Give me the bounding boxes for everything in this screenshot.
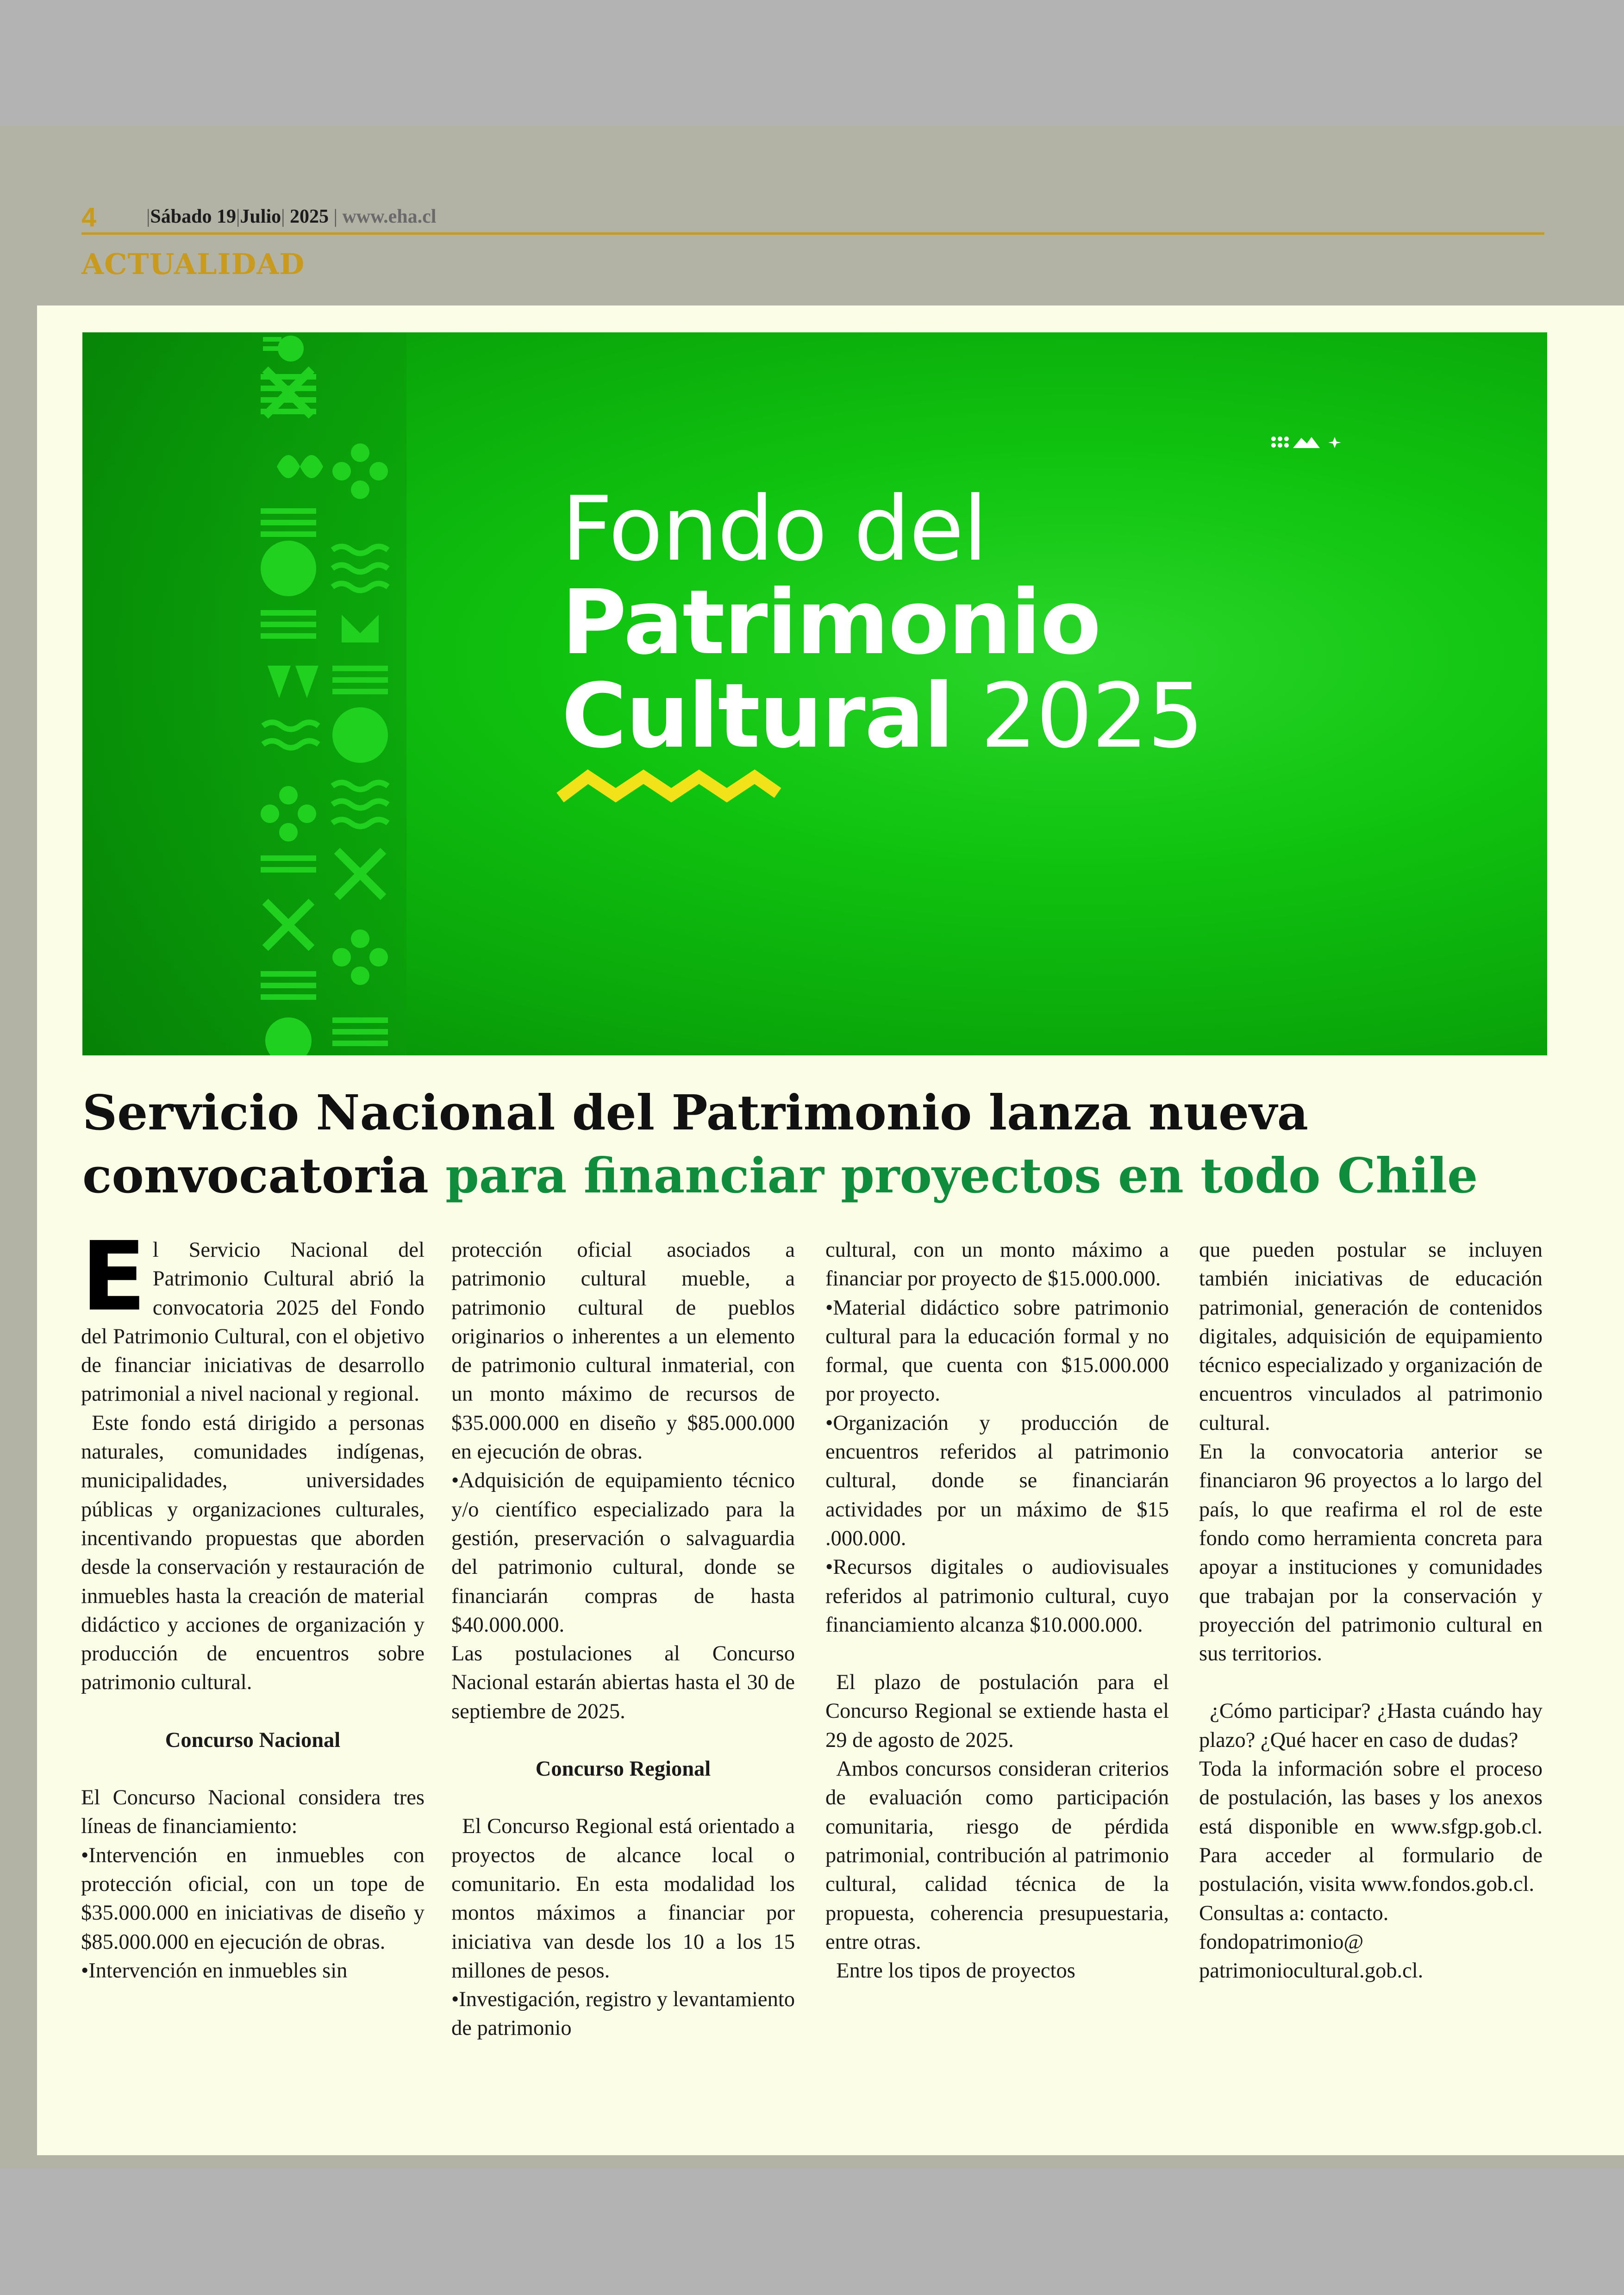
header-rule <box>81 232 1544 235</box>
banner-image <box>82 332 1547 1055</box>
bullet-item: •Investigación, registro y levantamiento de patrimonio <box>451 1988 795 2040</box>
banner-title <box>562 478 1203 768</box>
bullet-item: •Material didáctico sobre patrimonio cultural para la educación formal y no formal, que cuenta con $15.000.000 por proyecto. <box>825 1296 1169 1406</box>
spacer <box>825 1640 1169 1668</box>
banner-line-3-bold: Cultural <box>562 665 953 768</box>
article-column-4 <box>1199 1236 1543 1985</box>
article-area <box>37 306 1624 2155</box>
paragraph: El Concurso Regional está orientado a proyectos de alcance local o comunitario. En esta modalidad los montos máximos a financiar por iniciativa van desde los 10 a los 15 millones de pesos. <box>451 1815 795 1983</box>
paragraph: l Servicio Nacional del Patrimonio Cultural abrió la convocatoria 2025 del Fondo del Patrimonio Cultural, con el objetivo de financiar iniciativas de desarrollo patrimonial a nivel nacional y regional. <box>81 1238 425 1406</box>
bullet-item: •Organización y producción de encuentros referidos al patrimonio cultural, donde se financiarán actividades por un máximo de $15 .000.000. <box>825 1411 1169 1550</box>
article-column-2 <box>451 1236 795 2043</box>
subheading-nacional: Concurso Nacional <box>165 1728 341 1752</box>
date-day: Sábado 19 <box>150 206 236 227</box>
spacer <box>1199 1668 1543 1697</box>
bullet-item: •Adquisición de equipamiento técnico y/o científico especializado para la gestión, preservación o salvaguardia del patrimonio cultural, donde se financiarán compras de hasta $40.000.000. <box>451 1469 795 1637</box>
paragraph: ¿Cómo participar? ¿Hasta cuándo hay plazo? ¿Qué hacer en caso de dudas? <box>1199 1699 1543 1752</box>
paragraph: Ambos concursos consideran criterios de evaluación como participación comunitaria, riesgo de pérdida patrimonial, contribución al patrimonio cultural, calidad técnica de la propuesta, coherencia presupuestaria, entre otras. <box>825 1757 1169 1954</box>
paragraph: Entre los tipos de proyectos <box>836 1959 1075 1983</box>
paragraph: El plazo de postulación para el Concurso Regional se extiende hasta el 29 de agosto de 2025. <box>825 1671 1169 1752</box>
paragraph: protección oficial asociados a patrimonio cultural mueble, a patrimonio cultural de pueblos originarios o inherentes a un elemento de patrimonio cultural inmaterial, con un monto máximo de recursos de $35.000.000 en diseño y $85.000.000 en ejecución de obras. <box>451 1238 795 1464</box>
paragraph: cultural, con un monto máximo a financiar por proyecto de $15.000.000. <box>825 1238 1169 1291</box>
bullet-item: •Intervención en inmuebles sin <box>81 1958 348 1983</box>
contact-email-part: fondopatrimonio@ <box>1199 1930 1364 1954</box>
paragraph: En la convocatoria anterior se financiaron 96 proyectos a lo largo del país, lo que reafirma el rol de este fondo como herramienta concreta para apoyar a instituciones y comunidades que trabajan por la conservación y proyección del patrimonio cultural en sus territorios. <box>1199 1440 1543 1666</box>
article-column-1 <box>81 1221 425 1985</box>
zigzag-icon <box>556 765 782 807</box>
paragraph: Las postulaciones al Concurso Nacional estarán abiertas hasta el 30 de septiembre de 2025. <box>451 1642 795 1723</box>
banner-line-1: Fondo del <box>562 478 987 581</box>
bullet-item: •Intervención en inmuebles con protección oficial, con un tope de $35.000.000 en iniciativas de diseño y $85.000.000 en ejecución de obras. <box>81 1843 425 1954</box>
ministry-logo-icon <box>1270 433 1349 452</box>
section-label: ACTUALIDAD <box>81 247 305 281</box>
headline-green: para financiar proyectos en todo Chile <box>445 1147 1478 1204</box>
drop-cap: E <box>81 1221 146 1332</box>
page-number: 4 <box>81 202 97 232</box>
date-line: |Sábado 19|Julio| 2025 | www.eha.cl <box>146 206 437 227</box>
website-link[interactable]: www.eha.cl <box>342 206 437 227</box>
bullet-item: •Recursos digitales o audiovisuales referidos al patrimonio cultural, cuyo financiamiento alcanza $10.000.000. <box>825 1555 1169 1637</box>
paragraph: que pueden postular se incluyen también iniciativas de educación patrimonial, generación de contenidos digitales, adquisición de equipamiento técnico especializado y organización de encuentros vinculados al patrimonio cultural. <box>1199 1238 1543 1435</box>
banner-year: 2025 <box>980 665 1203 768</box>
headline-black: Servicio Nacional del Patrimonio lanza nueva convocatoria <box>82 1084 1308 1204</box>
date-month: Julio <box>240 206 281 227</box>
article-headline <box>82 1081 1564 1207</box>
page-header <box>81 202 1544 234</box>
subheading-regional: Concurso Regional <box>535 1757 711 1781</box>
banner-line-2: Patrimonio <box>562 571 1100 674</box>
paragraph: Este fondo está dirigido a personas naturales, comunidades indígenas, municipalidades, universidades públicas y organizaciones culturales, incentivando propuestas que aborden desde la conservación y restauración de inmuebles hasta la creación de material didáctico y acciones de organización y producción de encuentros sobre patrimonio cultural. <box>81 1411 425 1695</box>
paragraph: Toda la información sobre el proceso de postulación, las bases y los anexos está disponible en www.sfgp.gob.cl. Para acceder al formulario de postulación, visita www.fondos.gob.cl. <box>1199 1757 1543 1896</box>
banner-line-3 <box>562 665 1203 768</box>
contact-line: Consultas a: contacto. <box>1199 1901 1389 1925</box>
article-column-3 <box>825 1236 1169 1985</box>
date-year: 2025 <box>290 206 329 227</box>
paragraph: El Concurso Nacional considera tres líneas de financiamiento: <box>81 1786 425 1839</box>
pattern-strip-icon <box>82 332 406 1055</box>
contact-email-domain: patrimoniocultural.gob.cl. <box>1199 1959 1424 1983</box>
